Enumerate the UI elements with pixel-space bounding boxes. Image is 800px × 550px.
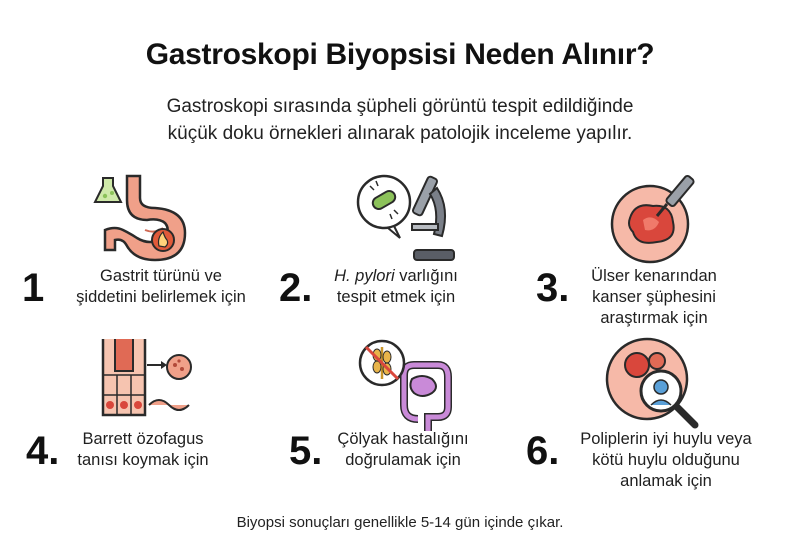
- polyp-magnifier-icon: [595, 335, 715, 435]
- subtitle-line-2: küçük doku örnekleri alınarak patolojik inceleme yapılır.: [167, 123, 633, 144]
- item-number: 5.: [289, 429, 323, 473]
- page-title: Gastroskopi Biyopsisi Neden Alınır?: [145, 38, 655, 71]
- esophagus-cells-icon: [85, 335, 205, 435]
- subtitle-line-1: Gastroskopi sırasında şüpheli görüntü tespit edildiğinde: [166, 96, 634, 117]
- item-number: 6.: [526, 429, 560, 473]
- item-number: 4.: [26, 429, 60, 473]
- footer-note: Biyopsi sonuçları genellikle 5-14 gün içinde çıkar.: [236, 514, 564, 531]
- item-number: 3.: [536, 266, 570, 310]
- item-text: Gastrit türünü ve şiddetini belirlemek için: [76, 267, 246, 306]
- ulcer-biopsy-icon: [595, 168, 715, 268]
- item-number: 2.: [279, 266, 313, 310]
- stomach-inflammation-icon: [85, 168, 205, 268]
- reason-item-6: [526, 333, 780, 493]
- microscope-bacteria-icon: [342, 168, 462, 268]
- item-text: Çölyak hastalığını doğrulamak için: [337, 430, 469, 469]
- gluten-intestine-icon: [342, 335, 462, 435]
- item-text: Ülser kenarından kanser şüphesini araştırmak için: [591, 267, 717, 327]
- reason-item-4: [20, 333, 270, 493]
- item-text: H. pylori varlığını tespit etmek için: [334, 267, 458, 306]
- reason-item-2: [277, 168, 527, 328]
- item-text: Barrett özofagus tanısı koymak için: [77, 430, 209, 469]
- reason-item-1: [20, 168, 270, 328]
- page-subtitle: [0, 93, 800, 147]
- item-text: Poliplerin iyi huylu veya kötü huylu olduğunu anlamak için: [580, 430, 752, 490]
- reason-item-5: [277, 333, 527, 493]
- item-number: 1: [22, 266, 45, 310]
- reason-item-3: [530, 168, 780, 328]
